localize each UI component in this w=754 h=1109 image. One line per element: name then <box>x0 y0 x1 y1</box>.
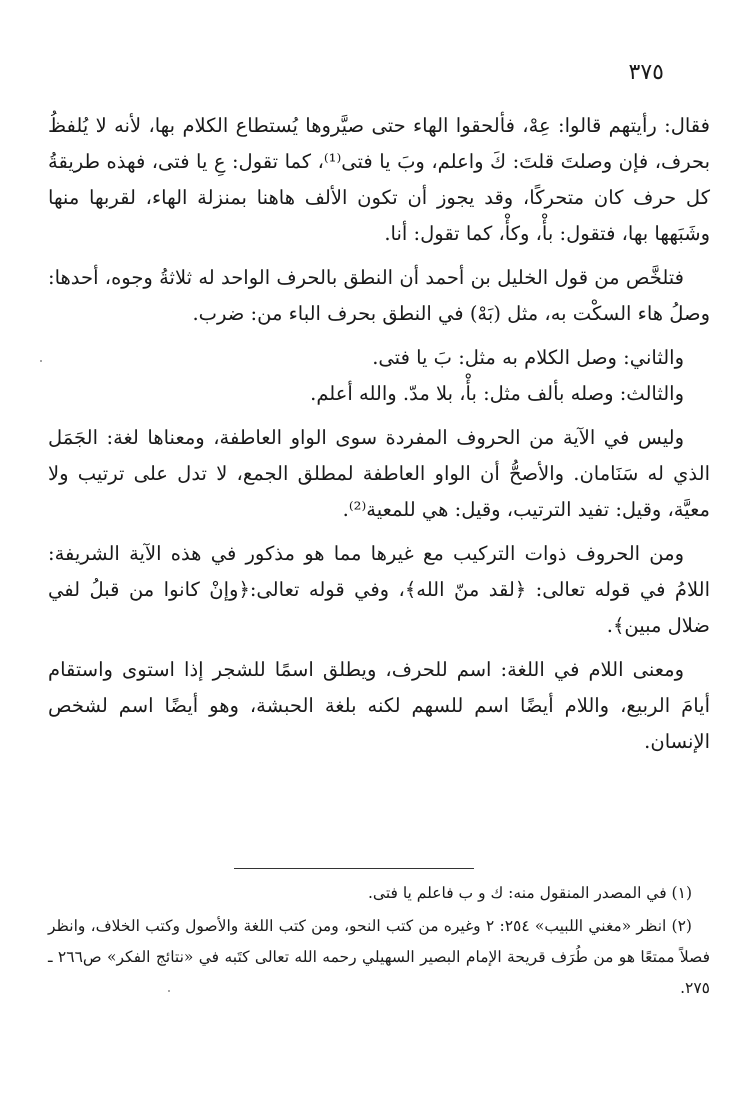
paragraph: فتلخَّص من قول الخليل بن أحمد أن النطق بالحرف الواحد له ثلاثةُ وجوه، أحدها: وصلُ هاء السكْت به، مثل (بَهْ) في النطق بحرف الباء من: ضرب. <box>48 266 710 325</box>
scan-speck <box>40 360 42 362</box>
paragraph: فقال: رأيتهم قالوا: عِهْ، فألحقوا الهاء حتى صيَّروها يُستطاع الكلام بها، لأنه لا يُلفظُ بحرف، فإن وصلتَ قلتَ: كَ واعلم، وبَ يا فتى⁽¹⁾، كما تقول: عِ يا فتى، فهذه طريقةُ كل حرف كان متحركًا، وقد يجوز أن تكون الألف هاهنا بمنزلة الهاء، لقربها منها وشَبَهها بها، فتقول: بأْ، وكأْ، كما تقول: أنا. <box>48 114 710 245</box>
paragraph: ومعنى اللام في اللغة: اسم للحرف، ويطلق اسمًا للشجر إذا استوى واستقام أيامَ الربيع، واللام أيضًا اسم للسهم لكنه بلغة الحبشة، وهو أيضًا اسم لشخص الإنسان. <box>48 658 710 753</box>
footnote: (٢) انظر «مغني اللبيب» ٢٥٤: ٢ وغيره من كتب النحو، ومن كتب اللغة والأصول وكتب الخلاف، وانظر فصلاً ممتعًا هو من طُرَف قريحة الإمام البصير السهيلي رحمه الله تعالى كتَبه في «نتائج الفكر» ص٢٦٦ ـ ٢٧٥. <box>48 917 710 997</box>
footnotes <box>48 878 710 1006</box>
paragraph: وليس في الآية من الحروف المفردة سوى الواو العاطفة، ومعناها لغة: الجَمَل الذي له سَنَامان. والأصحُّ أن الواو العاطفة لمطلق الجمع، لا تدل على ترتيب ولا معيَّة، وقيل: تفيد الترتيب، وقيل: هي للمعية⁽²⁾. <box>48 426 710 521</box>
scan-speck <box>168 990 170 992</box>
footnote-separator <box>234 868 474 869</box>
body-text <box>48 108 710 768</box>
paragraph: والثاني: وصل الكلام به مثل: بَ يا فتى. <box>372 346 684 369</box>
page-number: ٣٧٥ <box>628 60 664 85</box>
paragraph: والثالث: وصله بألف مثل: بأْ، بلا مدّ. والله أعلم. <box>310 382 684 405</box>
paragraph: ومن الحروف ذوات التركيب مع غيرها مما هو مذكور في هذه الآية الشريفة: اللامُ في قوله تعالى: ﴿لقد منّ الله﴾، وفي قوله تعالى:﴿وإنْ كانوا من قبلُ لفي ضلال مبين﴾. <box>48 542 710 637</box>
footnote: (١) في المصدر المنقول منه: ك و ب فاعلم يا فتى. <box>367 884 692 902</box>
